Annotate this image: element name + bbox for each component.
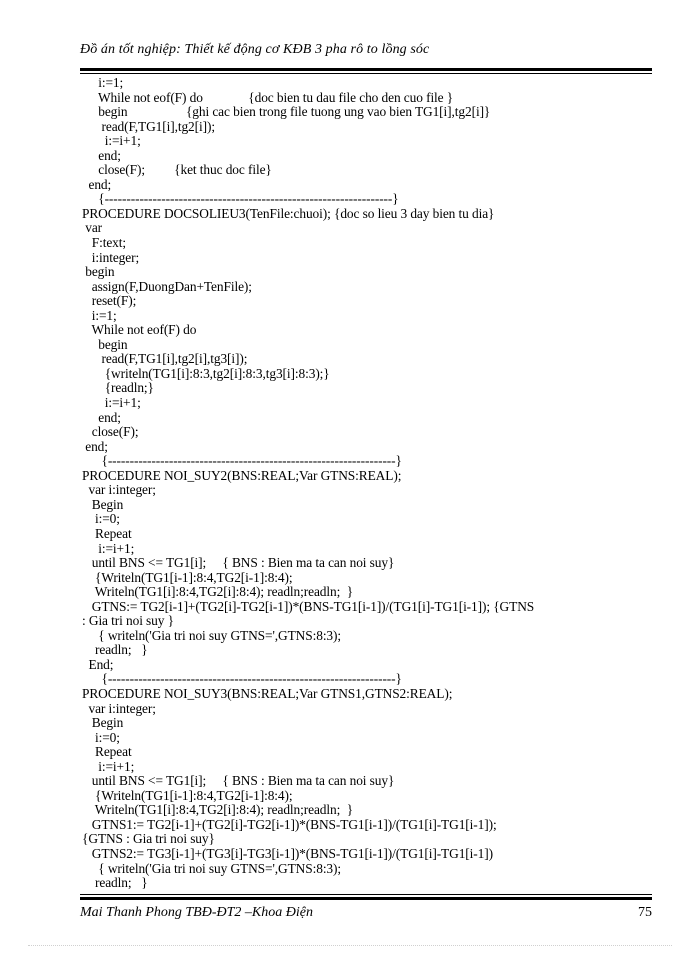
code-line: assign(F,DuongDan+TenFile); (82, 278, 252, 294)
page-number: 75 (638, 905, 652, 920)
code-line: begin (82, 264, 115, 280)
code-line: i:=1; (82, 75, 124, 90)
code-line: F:text; (82, 235, 127, 251)
code-line: {Writeln(TG1[i-1]:8:4,TG2[i-1]:8:4); (82, 787, 293, 803)
code-line: var i:integer; (82, 700, 156, 716)
running-header: Đồ án tốt nghiệp: Thiết kế động cơ KĐB 3 pha rô to lồng sóc (80, 42, 430, 57)
code-line: end; (82, 409, 121, 425)
code-line: End; (82, 656, 114, 672)
code-line: {------------------------------------------------------------------} (82, 671, 402, 687)
code-line: Begin (82, 496, 124, 512)
code-line: i:integer; (82, 249, 140, 265)
code-line: {------------------------------------------------------------------} (82, 453, 402, 469)
code-line: close(F); {ket thuc doc file} (82, 162, 272, 178)
code-line: begin {ghi cac bien trong file tuong ung vao bien TG1[i],tg2[i]} (82, 104, 491, 120)
code-line: {Writeln(TG1[i-1]:8:4,TG2[i-1]:8:4); (82, 569, 293, 585)
code-line: {readln;} (82, 380, 154, 396)
code-line: i:=1; (82, 307, 117, 323)
footer-author: Mai Thanh Phong TBĐ-ĐT2 –Khoa Điện (80, 905, 313, 920)
code-line: readln; } (82, 642, 148, 658)
code-line: Repeat (82, 744, 132, 760)
header-rule-thick (80, 68, 652, 71)
code-line: While not eof(F) do {doc bien tu dau file cho den cuo file } (82, 89, 454, 105)
code-line: { writeln('Gia tri noi suy GTNS=',GTNS:8:3); (82, 627, 342, 643)
code-line: i:=0; (82, 729, 120, 745)
code-line: i:=i+1; (82, 540, 135, 556)
code-line: end; (82, 176, 112, 192)
code-line: read(F,TG1[i],tg2[i]); (82, 118, 215, 134)
code-line: until BNS <= TG1[i]; { BNS : Bien ma ta can noi suy} (82, 773, 395, 789)
code-line: Repeat (82, 525, 132, 541)
footer-rule-thick (80, 897, 652, 900)
code-line: until BNS <= TG1[i]; { BNS : Bien ma ta can noi suy} (82, 555, 395, 571)
code-line: i:=i+1; (82, 758, 135, 774)
code-line: end; (82, 438, 108, 454)
code-line: {writeln(TG1[i]:8:3,tg2[i]:8:3,tg3[i]:8:3);} (82, 365, 330, 381)
code-line: i:=i+1; (82, 395, 141, 411)
code-line: i:=0; (82, 511, 120, 527)
code-line: GTNS2:= TG3[i-1]+(TG3[i]-TG3[i-1])*(BNS-TG1[i-1])/(TG1[i]-TG1[i-1]) (82, 845, 493, 861)
code-line: end; (82, 147, 121, 163)
code-line: While not eof(F) do (82, 322, 197, 338)
footer-rule-thin (80, 894, 652, 895)
code-line: close(F); (82, 424, 139, 440)
code-line: GTNS1:= TG2[i-1]+(TG2[i]-TG2[i-1])*(BNS-TG1[i-1])/(TG1[i]-TG1[i-1]); (82, 816, 497, 832)
code-line: PROCEDURE NOI_SUY3(BNS:REAL;Var GTNS1,GTNS2:REAL); (82, 685, 453, 701)
code-line: var (82, 220, 103, 236)
code-line: { writeln('Gia tri noi suy GTNS=',GTNS:8:3); (82, 860, 342, 876)
code-line: Begin (82, 715, 124, 731)
code-line: PROCEDURE DOCSOLIEU3(TenFile:chuoi); {doc so lieu 3 day bien tu dia} (82, 205, 495, 221)
code-line: Writeln(TG1[i]:8:4,TG2[i]:8:4); readln;readln; } (82, 802, 354, 818)
code-line: var i:integer; (82, 482, 156, 498)
code-listing (82, 76, 654, 891)
code-line: : Gia tri noi suy } (82, 613, 174, 629)
header-rule-thin (80, 73, 652, 74)
page-edge-divider (28, 945, 672, 947)
code-line: begin (82, 336, 128, 352)
code-line: PROCEDURE NOI_SUY2(BNS:REAL;Var GTNS:REAL); (82, 467, 402, 483)
code-line: GTNS:= TG2[i-1]+(TG2[i]-TG2[i-1])*(BNS-TG1[i-1])/(TG1[i]-TG1[i-1]); {GTNS (82, 598, 535, 614)
code-line: {GTNS : Gia tri noi suy} (82, 831, 215, 847)
code-line: readln; } (82, 875, 148, 891)
code-line: reset(F); (82, 293, 137, 309)
code-line: read(F,TG1[i],tg2[i],tg3[i]); (82, 351, 248, 367)
code-line: {------------------------------------------------------------------} (82, 191, 399, 207)
code-line: Writeln(TG1[i]:8:4,TG2[i]:8:4); readln;readln; } (82, 584, 354, 600)
code-line: i:=i+1; (82, 133, 141, 149)
